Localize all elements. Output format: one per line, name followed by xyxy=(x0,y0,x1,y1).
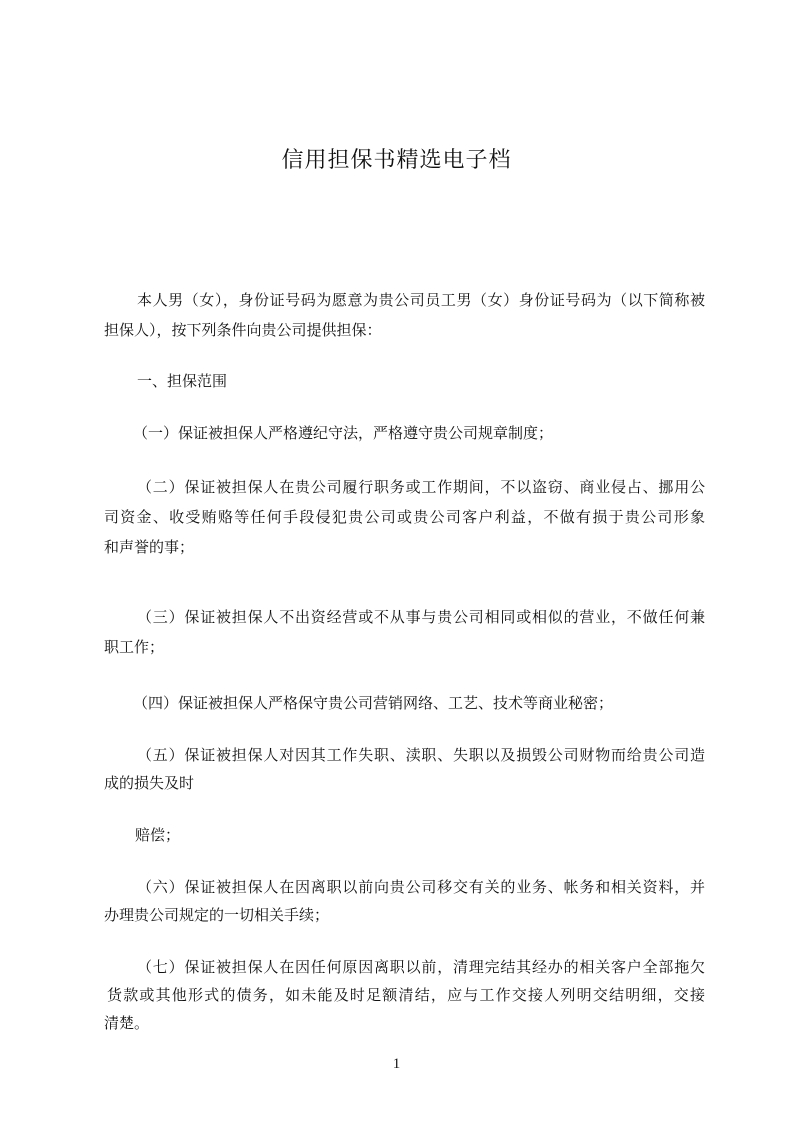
text-line: （七）保证被担保人在因任何原因离职以前，清理完结其经办的相关客户全部拖欠 xyxy=(137,958,705,976)
document-title: 信用担保书精选电子档 xyxy=(281,148,512,173)
text-line: 本人男（女），身份证号码为愿意为贵公司员工男（女）身份证号码为（以下简称被 xyxy=(137,291,705,309)
text-line: （三）保证被担保人不出资经营或不从事与贵公司相同或相似的营业，不做任何兼 xyxy=(137,608,705,626)
text-line: 职工作； xyxy=(104,638,165,656)
text-line: （六）保证被担保人在因离职以前向贵公司移交有关的业务、帐务和相关资料，并 xyxy=(137,878,705,896)
text-line: 货款或其他形式的债务，如未能及时足额清结，应与工作交接人列明交结明细，交接 xyxy=(107,986,705,1004)
text-line: 和声誉的事； xyxy=(104,538,195,556)
text-line: （五）保证被担保人对因其工作失职、渎职、失职以及损毁公司财物而给贵公司造 xyxy=(137,746,705,764)
clause-4: （四）保证被担保人严格保守贵公司营销网络、工艺、技术等商业秘密； xyxy=(133,694,614,712)
text-line: （二）保证被担保人在贵公司履行职务或工作期间，不以盗窃、商业侵占、挪用公 xyxy=(137,478,705,496)
text-line: 办理贵公司规定的一切相关手续； xyxy=(104,906,330,924)
text-line: 司资金、收受贿赂等任何手段侵犯贵公司或贵公司客户利益，不做有损于贵公司形象 xyxy=(104,508,705,526)
text-line: 清楚。 xyxy=(104,1014,150,1032)
clause-1: （一）保证被担保人严格遵纪守法，严格遵守贵公司规章制度； xyxy=(133,424,554,442)
text-line: 担保人），按下列条件向贵公司提供担保： xyxy=(104,321,382,339)
text-line: 成的损失及时 xyxy=(104,774,195,792)
section-heading: 一、担保范围 xyxy=(137,372,228,390)
page-number: 1 xyxy=(392,1056,401,1072)
clause-5-continued: 赔偿； xyxy=(135,826,181,844)
